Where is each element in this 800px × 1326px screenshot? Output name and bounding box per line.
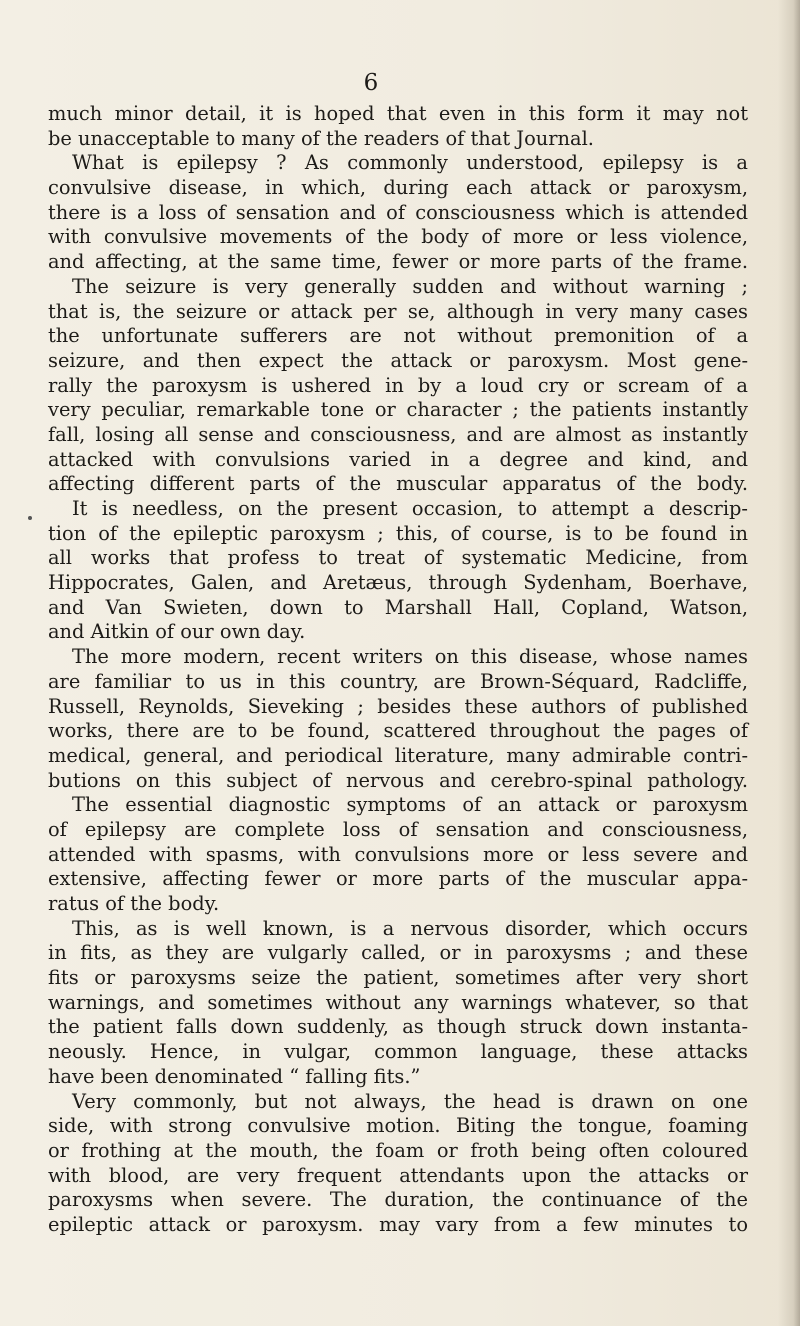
text-line: fits or paroxysms seize the patient, sometimes after very short — [48, 966, 748, 990]
text-line: much minor detail, it is hoped that even in this form it may not — [48, 102, 748, 125]
text-line: side, with strong convulsive motion. Biting the tongue, foaming — [48, 1114, 748, 1138]
text-line: with convulsive movements of the body of more or less violence, — [48, 225, 748, 249]
print-speck — [28, 516, 32, 520]
text-line: medical, general, and periodical literature, many admirable contri- — [48, 743, 748, 767]
page-number: 6 — [363, 70, 380, 96]
text-line: The seizure is very generally sudden and without warning ; — [72, 274, 748, 298]
text-line: The more modern, recent writers on this disease, whose names — [72, 645, 748, 669]
text-line: What is epilepsy ? As commonly understood, epilepsy is a — [72, 151, 748, 175]
text-line: Hippocrates, Galen, and Aretæus, through Sydenham, Boerhave, — [48, 571, 748, 595]
text-line: works, there are to be found, scattered throughout the pages of — [48, 719, 748, 743]
text-line: and affecting, at the same time, fewer or more parts of the frame. — [48, 250, 748, 274]
text-line: the unfortunate sufferers are not without premonition of a — [48, 324, 748, 348]
text-line: epileptic attack or paroxysm. may vary from a few minutes to — [48, 1212, 748, 1236]
text-line: affecting different parts of the muscular apparatus of the body. — [48, 472, 748, 496]
text-line: This, as is well known, is a nervous disorder, which occurs — [72, 916, 748, 940]
text-line: are familiar to us in this country, are Brown-Séquard, Radcliffe, — [48, 669, 748, 693]
text-line: all works that profess to treat of systematic Medicine, from — [48, 546, 748, 570]
text-line: Very commonly, but not always, the head is drawn on one — [72, 1089, 748, 1113]
text-line: convulsive disease, in which, during each attack or paroxysm, — [48, 176, 748, 200]
text-line: very peculiar, remarkable tone or character ; the patients instantly — [48, 398, 748, 422]
text-line: or frothing at the mouth, the foam or froth being often coloured — [48, 1138, 748, 1162]
text-line: Russell, Reynolds, Sieveking ; besides these authors of published — [48, 694, 748, 718]
text-line: that is, the seizure or attack per se, although in very many cases — [48, 299, 748, 323]
text-line: the patient falls down suddenly, as though struck down instanta- — [48, 1015, 748, 1039]
text-line: fall, losing all sense and consciousness, and are almost as instantly — [48, 422, 748, 446]
text-line: in fits, as they are vulgarly called, or in paroxysms ; and these — [48, 941, 748, 965]
text-line: paroxysms when severe. The duration, the continuance of the — [48, 1188, 748, 1212]
text-line: of epilepsy are complete loss of sensation and consciousness, — [48, 817, 748, 841]
text-line: and Aitkin of our own day. — [48, 620, 306, 644]
body-text — [48, 102, 748, 1238]
text-line: seizure, and then expect the attack or paroxysm. Most gene- — [48, 348, 748, 372]
text-line: neously. Hence, in vulgar, common language, these attacks — [48, 1040, 748, 1064]
text-line: rally the paroxysm is ushered in by a loud cry or scream of a — [48, 373, 748, 397]
text-line: with blood, are very frequent attendants upon the attacks or — [48, 1163, 748, 1187]
text-line: and Van Swieten, down to Marshall Hall, Copland, Watson, — [48, 595, 748, 619]
page-edge-shadow — [778, 0, 800, 1326]
text-line: warnings, and sometimes without any warnings whatever, so that — [48, 990, 748, 1014]
text-line: ratus of the body. — [48, 892, 220, 915]
text-line: attended with spasms, with convulsions more or less severe and — [48, 842, 748, 866]
text-line: there is a loss of sensation and of consciousness which is attended — [48, 200, 748, 224]
text-line: It is needless, on the present occasion, to attempt a descrip- — [72, 497, 748, 520]
text-line: attacked with convulsions varied in a degree and kind, and — [48, 447, 748, 471]
text-line: have been denominated “ falling fits.” — [48, 1064, 421, 1088]
text-line: The essential diagnostic symptoms of an attack or paroxysm — [72, 793, 748, 817]
text-line: be unacceptable to many of the readers of that Journal. — [48, 126, 594, 150]
text-line: extensive, affecting fewer or more parts of the muscular appa- — [48, 867, 748, 891]
text-line: butions on this subject of nervous and cerebro-spinal pathology. — [48, 768, 748, 792]
text-line: tion of the epileptic paroxysm ; this, of course, is to be found in — [48, 521, 748, 545]
